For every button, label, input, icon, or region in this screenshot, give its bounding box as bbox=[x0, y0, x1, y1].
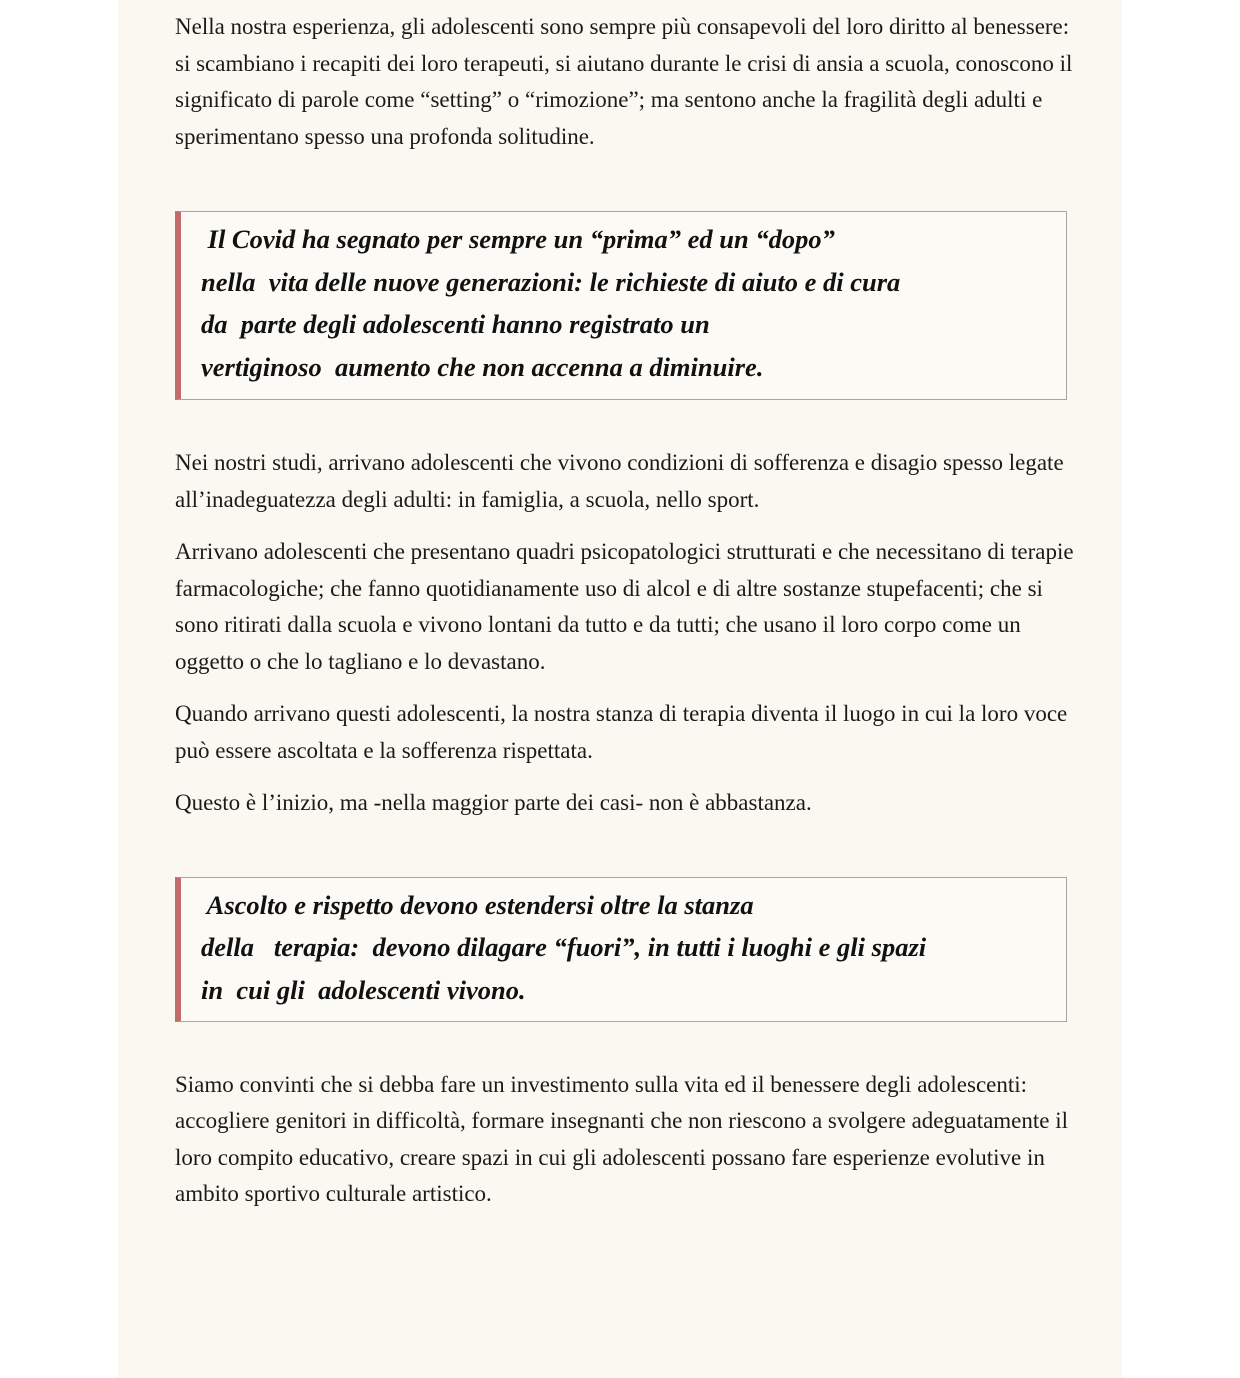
pull-quote-listening bbox=[175, 877, 1067, 1022]
paragraph-psychopathology: Arrivano adolescenti che presentano quadri psicopatologici strutturati e che necessitano di terapie farmacologiche; che fanno quotidianamente uso di alcol e di altre sostanze stupefacenti; che si sono ritirati dalla scuola e vivono lontani da tutto e da tutti; che usano il loro corpo come un oggetto o che lo tagliano e lo devastano. bbox=[175, 539, 1074, 674]
paragraph-experience: Nella nostra esperienza, gli adolescenti sono sempre più consapevoli del loro diritto al benessere: si scambiano i recapiti dei loro terapeuti, si aiutano durante le crisi di ansia a scuola, conoscono il significato di parole come “setting” o “rimozione”; ma sentono anche la fragilità degli adulti e sperimentano spesso una profonda solitudine. bbox=[175, 14, 1073, 149]
paragraph-therapy-room: Quando arrivano questi adolescenti, la nostra stanza di terapia diventa il luogo in cui la loro voce può essere ascoltata e la sofferenza rispettata. bbox=[175, 701, 1068, 763]
article-body bbox=[175, 9, 1075, 1229]
quote-line: Ascolto e rispetto devono estendersi oltre la stanza bbox=[201, 889, 754, 920]
quote-line: da parte degli adolescenti hanno registrato un bbox=[201, 309, 710, 339]
quote-line: in cui gli adolescenti vivono. bbox=[201, 974, 526, 1005]
quote-line: della terapia: devono dilagare “fuori”, in tutti i luoghi e gli spazi bbox=[201, 932, 927, 962]
quote-line: vertiginoso aumento che non accenna a diminuire. bbox=[201, 351, 764, 382]
paragraph-not-enough: Questo è l’inizio, ma -nella maggior parte dei casi- non è abbastanza. bbox=[175, 790, 812, 815]
paragraph-studies: Nei nostri studi, arrivano adolescenti che vivono condizioni di sofferenza e disagio spesso legate all’inadeguatezza degli adulti: in famiglia, a scuola, nello sport. bbox=[175, 450, 1064, 512]
pull-quote-covid bbox=[175, 211, 1067, 400]
quote-line: nella vita delle nuove generazioni: le richieste di aiuto e di cura bbox=[201, 266, 901, 297]
quote-line: Il Covid ha segnato per sempre un “prima” ed un “dopo” bbox=[201, 224, 835, 254]
paragraph-investment: Siamo convinti che si debba fare un investimento sulla vita ed il benessere degli adolescenti: accogliere genitori in difficoltà, formare insegnanti che non riescono a svolgere adeguatamente il loro compito educativo, creare spazi in cui gli adolescenti possano fare esperienze evolutive in ambito sportivo culturale artistico. bbox=[175, 1071, 1069, 1206]
document-page bbox=[118, 0, 1122, 1378]
